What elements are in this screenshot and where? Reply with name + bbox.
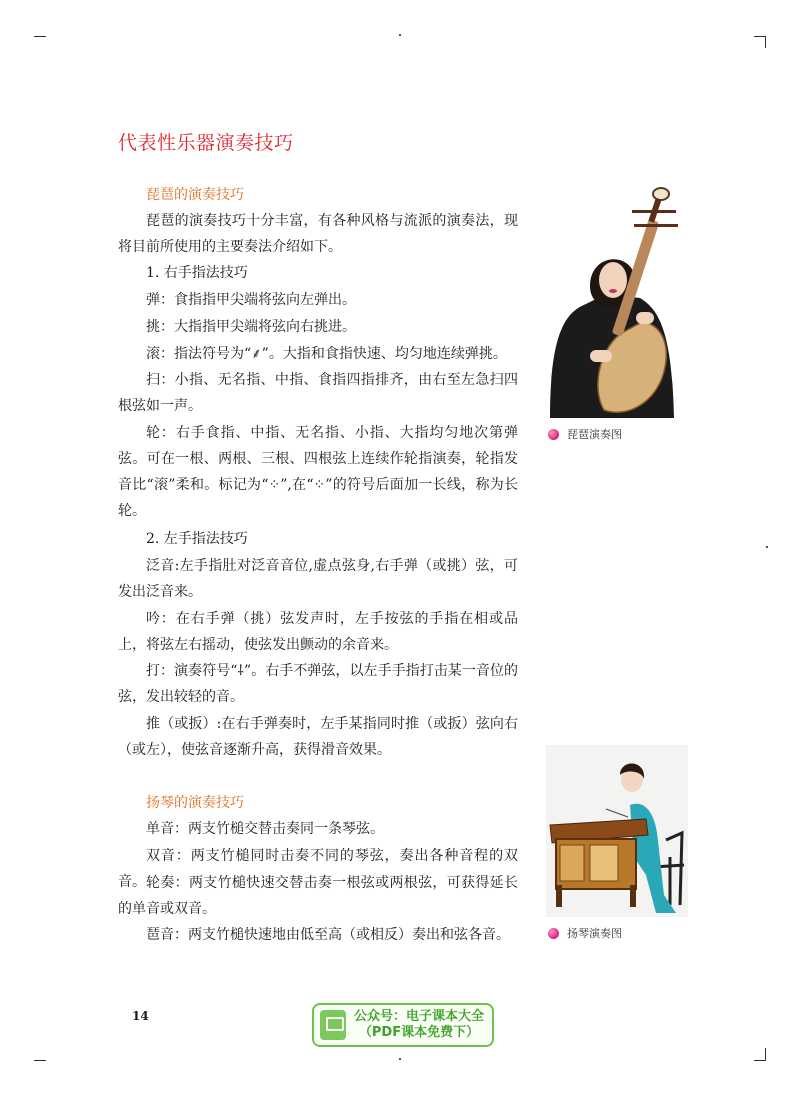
watermark-text [346, 1009, 492, 1041]
caption-bullet-icon [548, 429, 559, 440]
pipa-paragraph-fanyin: 泛音:左手指肚对泛音音位,虚点弦身,右手弹（或挑）弦，可发出泛音来。 [118, 558, 518, 600]
pipa-caption-text: 琵琶演奏图 [567, 428, 622, 441]
pipa-paragraph-sao: 扫：小指、无名指、中指、食指四指排齐，由右至左急扫四根弦如一声。 [118, 372, 518, 414]
pipa-paragraph-da: 打：演奏符号“⸸”。右手不弹弦，以左手手指打击某一音位的弦，发出较轻的音。 [118, 663, 518, 705]
crop-mark [754, 1060, 766, 1061]
yangqin-photo [546, 745, 688, 917]
yangqin-caption-text: 扬琴演奏图 [567, 927, 622, 940]
yangqin-paragraph-danyin: 单音：两支竹槌交替击奏同一条琴弦。 [146, 821, 384, 837]
register-dot [399, 34, 401, 36]
register-dot [766, 546, 768, 548]
caption-bullet-icon [548, 928, 559, 939]
pipa-paragraph-left-hand: 2. 左手指法技巧 [146, 531, 248, 547]
yangqin-paragraph-pa: 琶音：两支竹槌快速地由低至高（或相反）奏出和弦各音。 [146, 927, 510, 943]
pipa-paragraph-tui: 推（或扳）:在右手弹奏时，左手某指同时推（或扳）弦向右（或左），使弦音逐渐升高，获得滑音效果。 [118, 716, 518, 758]
pipa-photo [546, 182, 686, 418]
pipa-paragraph-tan: 弹：食指指甲尖端将弦向左弹出。 [146, 292, 356, 308]
crop-mark [34, 36, 46, 37]
yangqin-heading: 扬琴的演奏技巧 [146, 795, 244, 811]
book-icon [320, 1010, 346, 1040]
register-dot [399, 1058, 401, 1060]
watermark-line2: （PDF课本免费下） [358, 1025, 480, 1040]
pipa-paragraph-intro: 琵琶的演奏技巧十分丰富，有各种风格与流派的演奏法，现将目前所使用的主要奏法介绍如下。 [118, 213, 518, 255]
crop-mark [765, 36, 766, 48]
yangqin-paragraph-lunzou: 轮奏：两支竹槌快速交替击奏一根弦或两根弦，可获得延长的单音或双音。 [118, 875, 518, 917]
watermark-line1: 公众号：电子课本大全 [353, 1009, 484, 1024]
pipa-paragraph-yin: 吟：在右手弹（挑）弦发声时，左手按弦的手指在相或品上，将弦左右摇动，使弦发出颤动的余音来。 [118, 611, 518, 653]
pipa-paragraph-tiao: 挑：大指指甲尖端将弦向右挑进。 [146, 319, 356, 335]
crop-mark [34, 1060, 46, 1061]
yangqin-paragraph-shuangyin: 双音：两支竹槌同时击奏不同的琴弦，奏出各种音程的双音。 [118, 848, 518, 890]
section-title: 代表性乐器演奏技巧 [118, 132, 294, 154]
pipa-paragraph-lun: 轮：右手食指、中指、无名指、小指、大指均匀地次第弹弦。可在一根、两根、三根、四根弦上连续作轮指演奏，轮指发音比“滚”柔和。标记为“⁘”,在“⁘”的符号后面加一长线，称为长轮。 [118, 425, 518, 519]
watermark-stamp [312, 1003, 494, 1047]
pipa-heading: 琵琶的演奏技巧 [146, 187, 244, 203]
pipa-paragraph-right-hand: 1. 右手指法技巧 [146, 265, 248, 281]
pipa-caption [548, 426, 622, 442]
yangqin-caption [548, 925, 622, 941]
crop-mark [765, 1048, 766, 1060]
pipa-paragraph-gun: 滚：指法符号为“⸙”。大指和食指快速、均匀地连续弹挑。 [146, 346, 507, 362]
page-number: 14 [132, 1009, 149, 1023]
